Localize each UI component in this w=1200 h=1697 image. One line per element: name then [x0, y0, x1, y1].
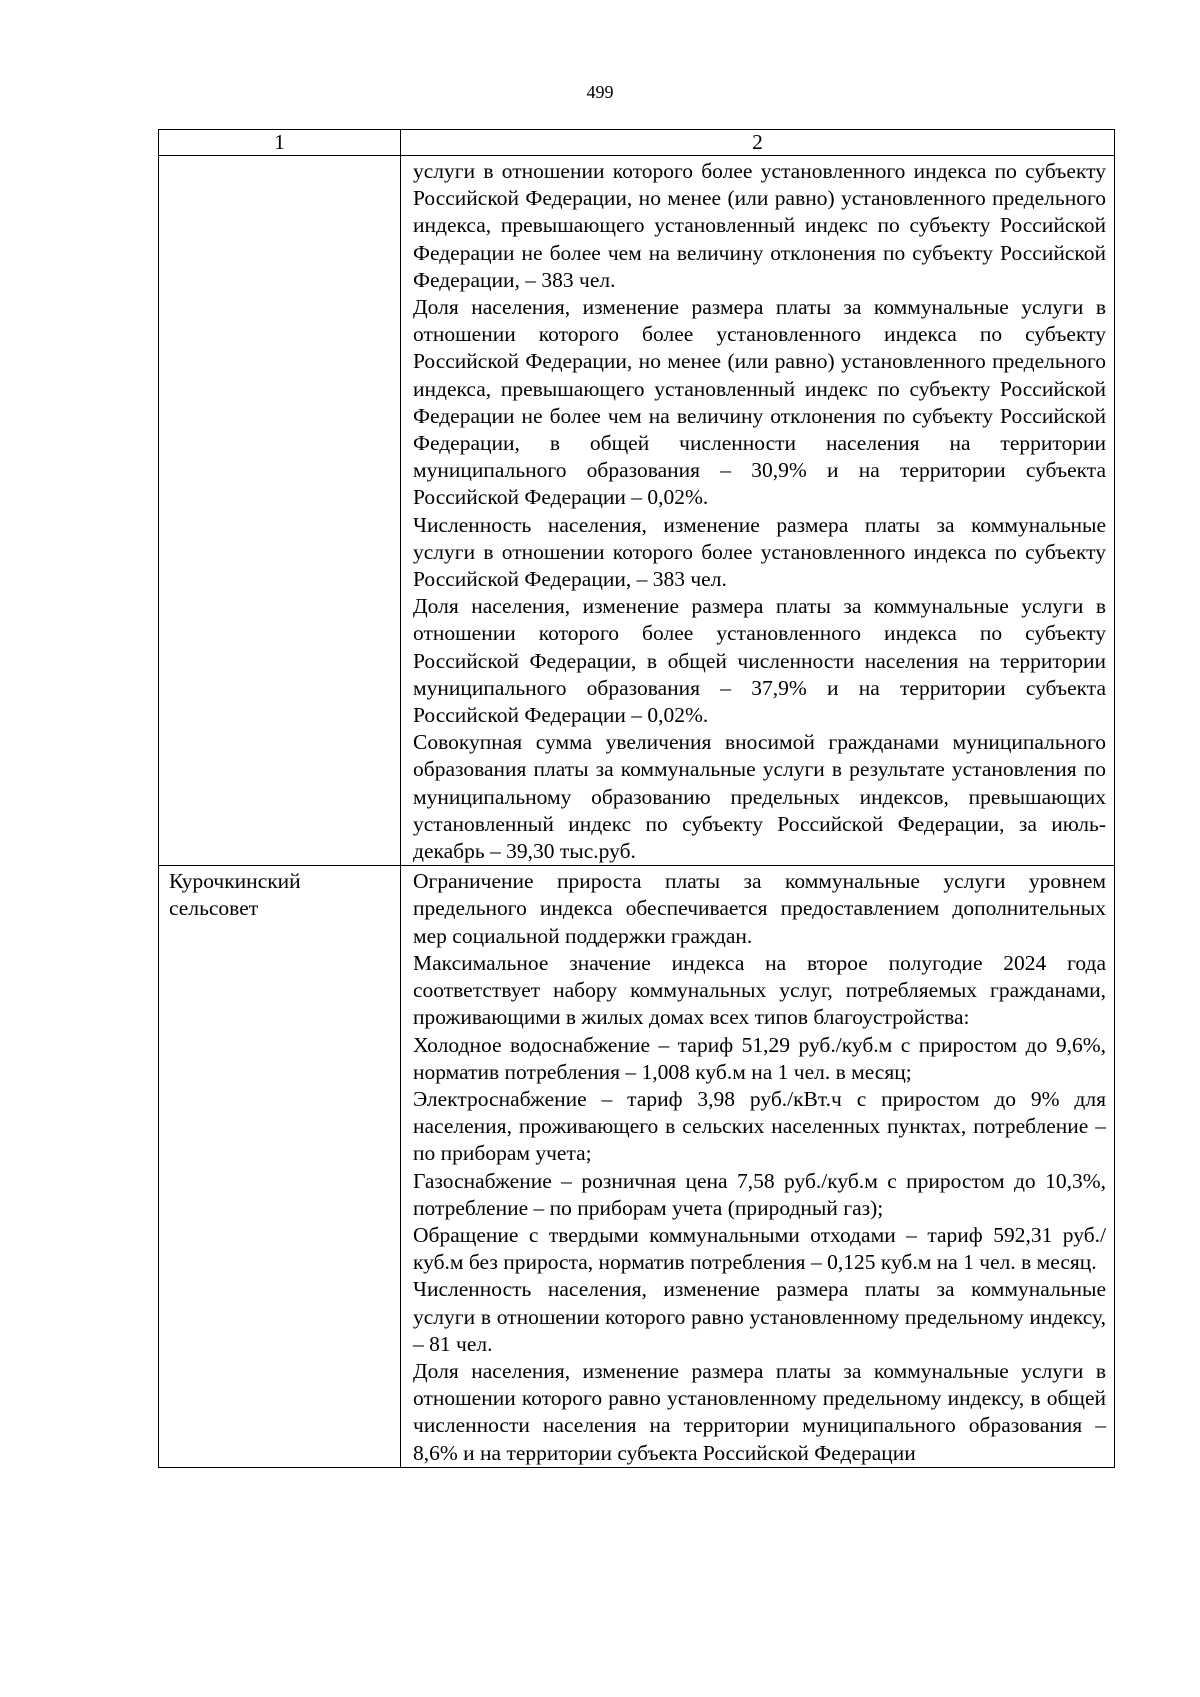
paragraph: Совокупная сумма увеличения вносимой гражданами муниципального образования платы за коммунальные услуги в результате установления по муниципальному образованию предельных индексов, превышающих установленный индекс по субъекту Российской Федерации, за июль-декабрь – 39,30 тыс.руб. [413, 730, 1106, 864]
paragraph: Электроснабжение – тариф 3,98 руб./кВт.ч с приростом до 9% для населения, проживающего в сельских населенных пунктах, потребление – по приборам учета; [413, 1086, 1106, 1166]
content-table [158, 129, 1115, 1468]
column-header-1: 1 [159, 130, 401, 156]
table-row [159, 156, 1115, 866]
description-cell [401, 156, 1115, 866]
paragraph: Максимальное значение индекса на второе полугодие 2024 года соответствует набору коммунальных услуг, потребляемых гражданами, проживающими в жилых домах всех типов благоустройства: [413, 950, 1106, 1030]
paragraph: услуги в отношении которого более установленного индекса по субъекту Российской Федерации, но менее (или равно) установленного предельного индекса, превышающего установленный индекс по субъекту Российской Федерации не более чем на величину отклонения по субъекту Российской Федерации, – 383 чел. [413, 159, 1106, 292]
column-header-2: 2 [401, 130, 1115, 156]
description-cell [401, 866, 1115, 1467]
page-number: 499 [586, 82, 614, 102]
header-row [159, 130, 1115, 156]
paragraph: Холодное водоснабжение – тариф 51,29 руб./куб.м с приростом до 9,6%, норматив потребления – 1,008 куб.м на 1 чел. в месяц; [413, 1032, 1106, 1084]
municipality-cell [159, 866, 401, 1467]
paragraph: Доля населения, изменение размера платы за коммунальные услуги в отношении которого равно установленному предельному индексу, в общей численности населения на территории муниципального образования – 8,6% и на территории субъекта Российской Федерации [413, 1358, 1106, 1465]
paragraph: Обращение с твердыми коммунальными отходами – тариф 592,31 руб./куб.м без прироста, норматив потребления – 0,125 куб.м на 1 чел. в месяц. [413, 1222, 1106, 1275]
paragraph: Доля населения, изменение размера платы за коммунальные услуги в отношении которого более установленного индекса по субъекту Российской Федерации, но менее (или равно) установленного предельного индекса, превышающего установленный индекс по субъекту Российской Федерации не более чем на величину отклонения по субъекту Российской Федерации, в общей численности населения на территории муниципального образования – 30,9% и на территории субъекта Российской Федерации – 0,02%. [413, 295, 1106, 510]
paragraph: Ограничение прироста платы за коммунальные услуги уровнем предельного индекса обеспечивается предоставлением дополнительных мер социальной поддержки граждан. [413, 869, 1106, 948]
paragraph: Газоснабжение – розничная цена 7,58 руб./куб.м с приростом до 10,3%, потребление – по приборам учета (природный газ); [413, 1168, 1106, 1220]
table-row [159, 866, 1115, 1467]
paragraph: Численность населения, изменение размера платы за коммунальные услуги в отношении которого равно установленному предельному индексу, – 81 чел. [413, 1277, 1106, 1356]
table-header [159, 130, 1115, 156]
municipality-cell [159, 156, 401, 866]
municipality-name: Курочкинский сельсовет [169, 869, 301, 921]
paragraph: Численность населения, изменение размера платы за коммунальные услуги в отношении которого более установленного индекса по субъекту Российской Федерации, – 383 чел. [413, 512, 1106, 592]
paragraph: Доля населения, изменение размера платы за коммунальные услуги в отношении которого более установленного индекса по субъекту Российской Федерации, в общей численности населения на территории муниципального образования – 37,9% и на территории субъекта Российской Федерации – 0,02%. [413, 594, 1106, 728]
